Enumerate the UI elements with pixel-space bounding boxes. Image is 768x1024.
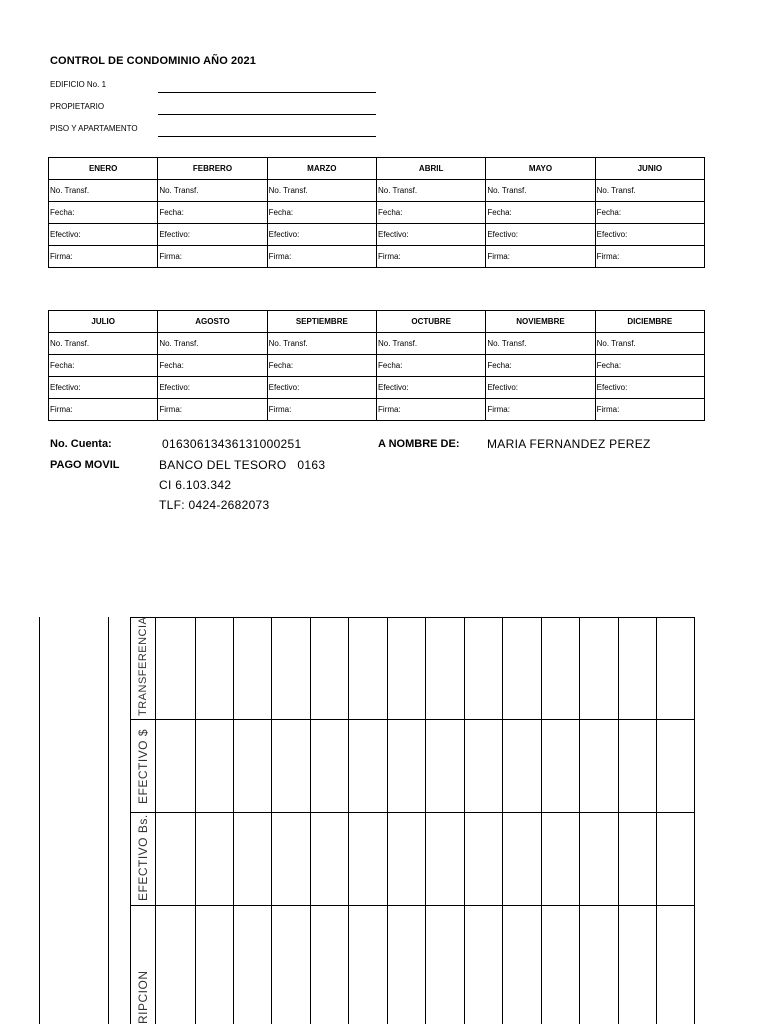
firma-cell: Firma: [376, 399, 485, 421]
fecha-cell: Fecha: [595, 355, 704, 377]
efectivo-row [49, 377, 705, 399]
efectivo-row [49, 224, 705, 246]
transf-cell: No. Transf. [158, 333, 267, 355]
fecha-cell: Fecha: [158, 355, 267, 377]
firma-row [49, 246, 705, 268]
fecha-cell: Fecha: [49, 202, 158, 224]
transf-cell: No. Transf. [376, 180, 485, 202]
ledger-line [579, 617, 580, 1024]
ledger-line [387, 617, 388, 1024]
month-header: AGOSTO [158, 311, 267, 333]
month-header: FEBRERO [158, 158, 267, 180]
month-header: NOVIEMBRE [486, 311, 595, 333]
transf-cell: No. Transf. [267, 180, 376, 202]
efectivo-cell: Efectivo: [158, 377, 267, 399]
month-header: SEPTIEMBRE [267, 311, 376, 333]
firma-cell: Firma: [158, 246, 267, 268]
fecha-cell: Fecha: [267, 355, 376, 377]
transf-cell: No. Transf. [486, 333, 595, 355]
efectivo-cell: Efectivo: [267, 377, 376, 399]
transf-cell: No. Transf. [267, 333, 376, 355]
firma-cell: Firma: [267, 246, 376, 268]
fecha-cell: Fecha: [486, 355, 595, 377]
edificio-label: EDIFICIO No. 1 [50, 80, 107, 89]
descripcion-label: RIPCION [136, 970, 150, 1024]
transf-cell: No. Transf. [49, 333, 158, 355]
efectivo-cell: Efectivo: [49, 224, 158, 246]
months-table-first-half [48, 157, 705, 268]
ledger-line [348, 617, 349, 1024]
nombre-value: MARIA FERNANDEZ PEREZ [487, 437, 651, 451]
fecha-row [49, 202, 705, 224]
fecha-row [49, 355, 705, 377]
efectivo-usd-label: EFECTIVO $ [136, 728, 150, 804]
page-title: CONTROL DE CONDOMINIO AÑO 2021 [50, 55, 256, 67]
ledger-row-line [130, 719, 695, 720]
efectivo-cell: Efectivo: [267, 224, 376, 246]
months-table-second-half [48, 310, 705, 421]
ledger-line [233, 617, 234, 1024]
transf-row [49, 180, 705, 202]
month-header: ENERO [49, 158, 158, 180]
efectivo-cell: Efectivo: [376, 224, 485, 246]
cuenta-value: 01630613436131000251 [162, 437, 302, 451]
fecha-cell: Fecha: [158, 202, 267, 224]
efectivo-cell: Efectivo: [376, 377, 485, 399]
fecha-cell: Fecha: [486, 202, 595, 224]
fecha-cell: Fecha: [376, 355, 485, 377]
firma-cell: Firma: [49, 399, 158, 421]
ledger-line [656, 617, 657, 1024]
fecha-cell: Fecha: [49, 355, 158, 377]
ci-value: CI 6.103.342 [159, 478, 232, 492]
banco-value: BANCO DEL TESORO 0163 [159, 458, 326, 472]
piso-line [158, 136, 376, 137]
nombre-label: A NOMBRE DE: [378, 438, 460, 450]
ledger-row-line [130, 905, 695, 906]
firma-cell: Firma: [267, 399, 376, 421]
ledger-line [464, 617, 465, 1024]
transferencia-label: TRANSFERENCIA [137, 616, 149, 716]
ledger-line [541, 617, 542, 1024]
transf-cell: No. Transf. [486, 180, 595, 202]
ledger-line [618, 617, 619, 1024]
month-header: MARZO [267, 158, 376, 180]
edificio-line [158, 92, 376, 93]
month-header: MAYO [486, 158, 595, 180]
firma-cell: Firma: [376, 246, 485, 268]
month-header: ABRIL [376, 158, 485, 180]
efectivo-cell: Efectivo: [486, 224, 595, 246]
firma-cell: Firma: [486, 246, 595, 268]
cuenta-label: No. Cuenta: [50, 438, 112, 450]
fecha-cell: Fecha: [267, 202, 376, 224]
fecha-cell: Fecha: [595, 202, 704, 224]
propietario-line [158, 114, 376, 115]
ledger-line [310, 617, 311, 1024]
piso-label: PISO Y APARTAMENTO [50, 124, 138, 133]
firma-row [49, 399, 705, 421]
transf-cell: No. Transf. [158, 180, 267, 202]
ledger-line-left [39, 617, 40, 1024]
transf-cell: No. Transf. [595, 333, 704, 355]
transf-cell: No. Transf. [49, 180, 158, 202]
ledger-row-line [130, 617, 695, 618]
transf-cell: No. Transf. [376, 333, 485, 355]
month-header: DICIEMBRE [595, 311, 704, 333]
ledger-line [502, 617, 503, 1024]
transf-row [49, 333, 705, 355]
ledger-line [130, 617, 131, 1024]
tlf-value: TLF: 0424-2682073 [159, 498, 270, 512]
ledger-line-right [694, 617, 695, 1024]
ledger-line [271, 617, 272, 1024]
ledger-line [155, 617, 156, 1024]
efectivo-bs-label: EFECTIVO Bs. [136, 814, 150, 901]
fecha-cell: Fecha: [376, 202, 485, 224]
ledger-row-line [130, 812, 695, 813]
firma-cell: Firma: [595, 399, 704, 421]
firma-cell: Firma: [158, 399, 267, 421]
firma-cell: Firma: [486, 399, 595, 421]
pago-movil-label: PAGO MOVIL [50, 459, 120, 471]
month-header: JULIO [49, 311, 158, 333]
ledger-line [108, 617, 109, 1024]
ledger-line [425, 617, 426, 1024]
propietario-label: PROPIETARIO [50, 102, 105, 111]
transf-cell: No. Transf. [595, 180, 704, 202]
month-header: JUNIO [595, 158, 704, 180]
efectivo-cell: Efectivo: [486, 377, 595, 399]
ledger-line [195, 617, 196, 1024]
efectivo-cell: Efectivo: [49, 377, 158, 399]
efectivo-cell: Efectivo: [595, 224, 704, 246]
firma-cell: Firma: [595, 246, 704, 268]
efectivo-cell: Efectivo: [595, 377, 704, 399]
efectivo-cell: Efectivo: [158, 224, 267, 246]
month-header: OCTUBRE [376, 311, 485, 333]
firma-cell: Firma: [49, 246, 158, 268]
month-header-row [49, 311, 705, 333]
month-header-row [49, 158, 705, 180]
